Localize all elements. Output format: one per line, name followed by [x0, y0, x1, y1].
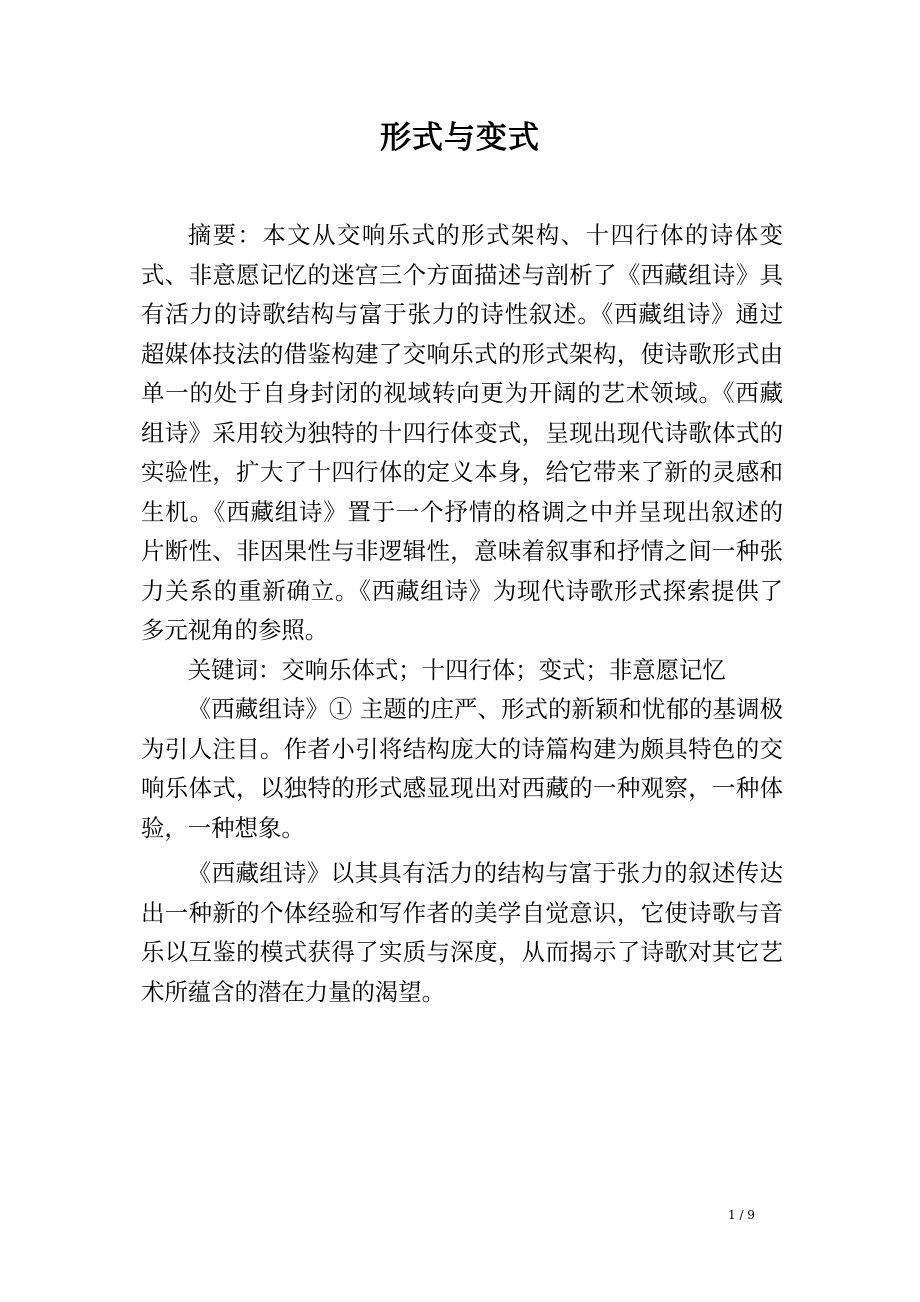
document-body — [141, 216, 783, 1012]
page-number: 1 / 9 — [728, 1208, 755, 1222]
document-title: 形式与变式 — [380, 120, 540, 156]
keywords-paragraph: 关键词：交响乐体式；十四行体；变式；非意愿记忆 — [187, 655, 726, 684]
abstract-paragraph: 摘要：本文从交响乐式的形式架构、十四行体的诗体变式、非意愿记忆的迷宫三个方面描述与剖析了《西藏组诗》具有活力的诗歌结构与富于张力的诗性叙述。《西藏组诗》通过超媒体技法的借鉴构建了交响乐式的形式架构，使诗歌形式由单一的处于自身封闭的视域转向更为开阔的艺术领域。《西藏组诗》采用较为独特的十四行体变式，呈现出现代诗歌体式的实验性，扩大了十四行体的定义本身，给它带来了新的灵感和生机。《西藏组诗》置于一个抒情的格调之中并呈现出叙述的片断性、非因果性与非逻辑性，意味着叙事和抒情之间一种张力关系的重新确立。《西藏组诗》为现代诗歌形式探索提供了多元视角的参照。 — [141, 221, 783, 644]
body-paragraph: 《西藏组诗》① 主题的庄严、形式的新颖和忧郁的基调极为引人注目。作者小引将结构庞大的诗篇构建为颇具特色的交响乐体式，以独特的形式感显现出对西藏的一种观察，一种体验，一种想象。 — [141, 695, 783, 842]
body-paragraph: 《西藏组诗》以其具有活力的结构与富于张力的叙述传达出一种新的个体经验和写作者的美学自觉意识，它使诗歌与音乐以互鉴的模式获得了实质与深度，从而揭示了诗歌对其它艺术所蕴含的潜在力量的渴望。 — [141, 859, 783, 1006]
